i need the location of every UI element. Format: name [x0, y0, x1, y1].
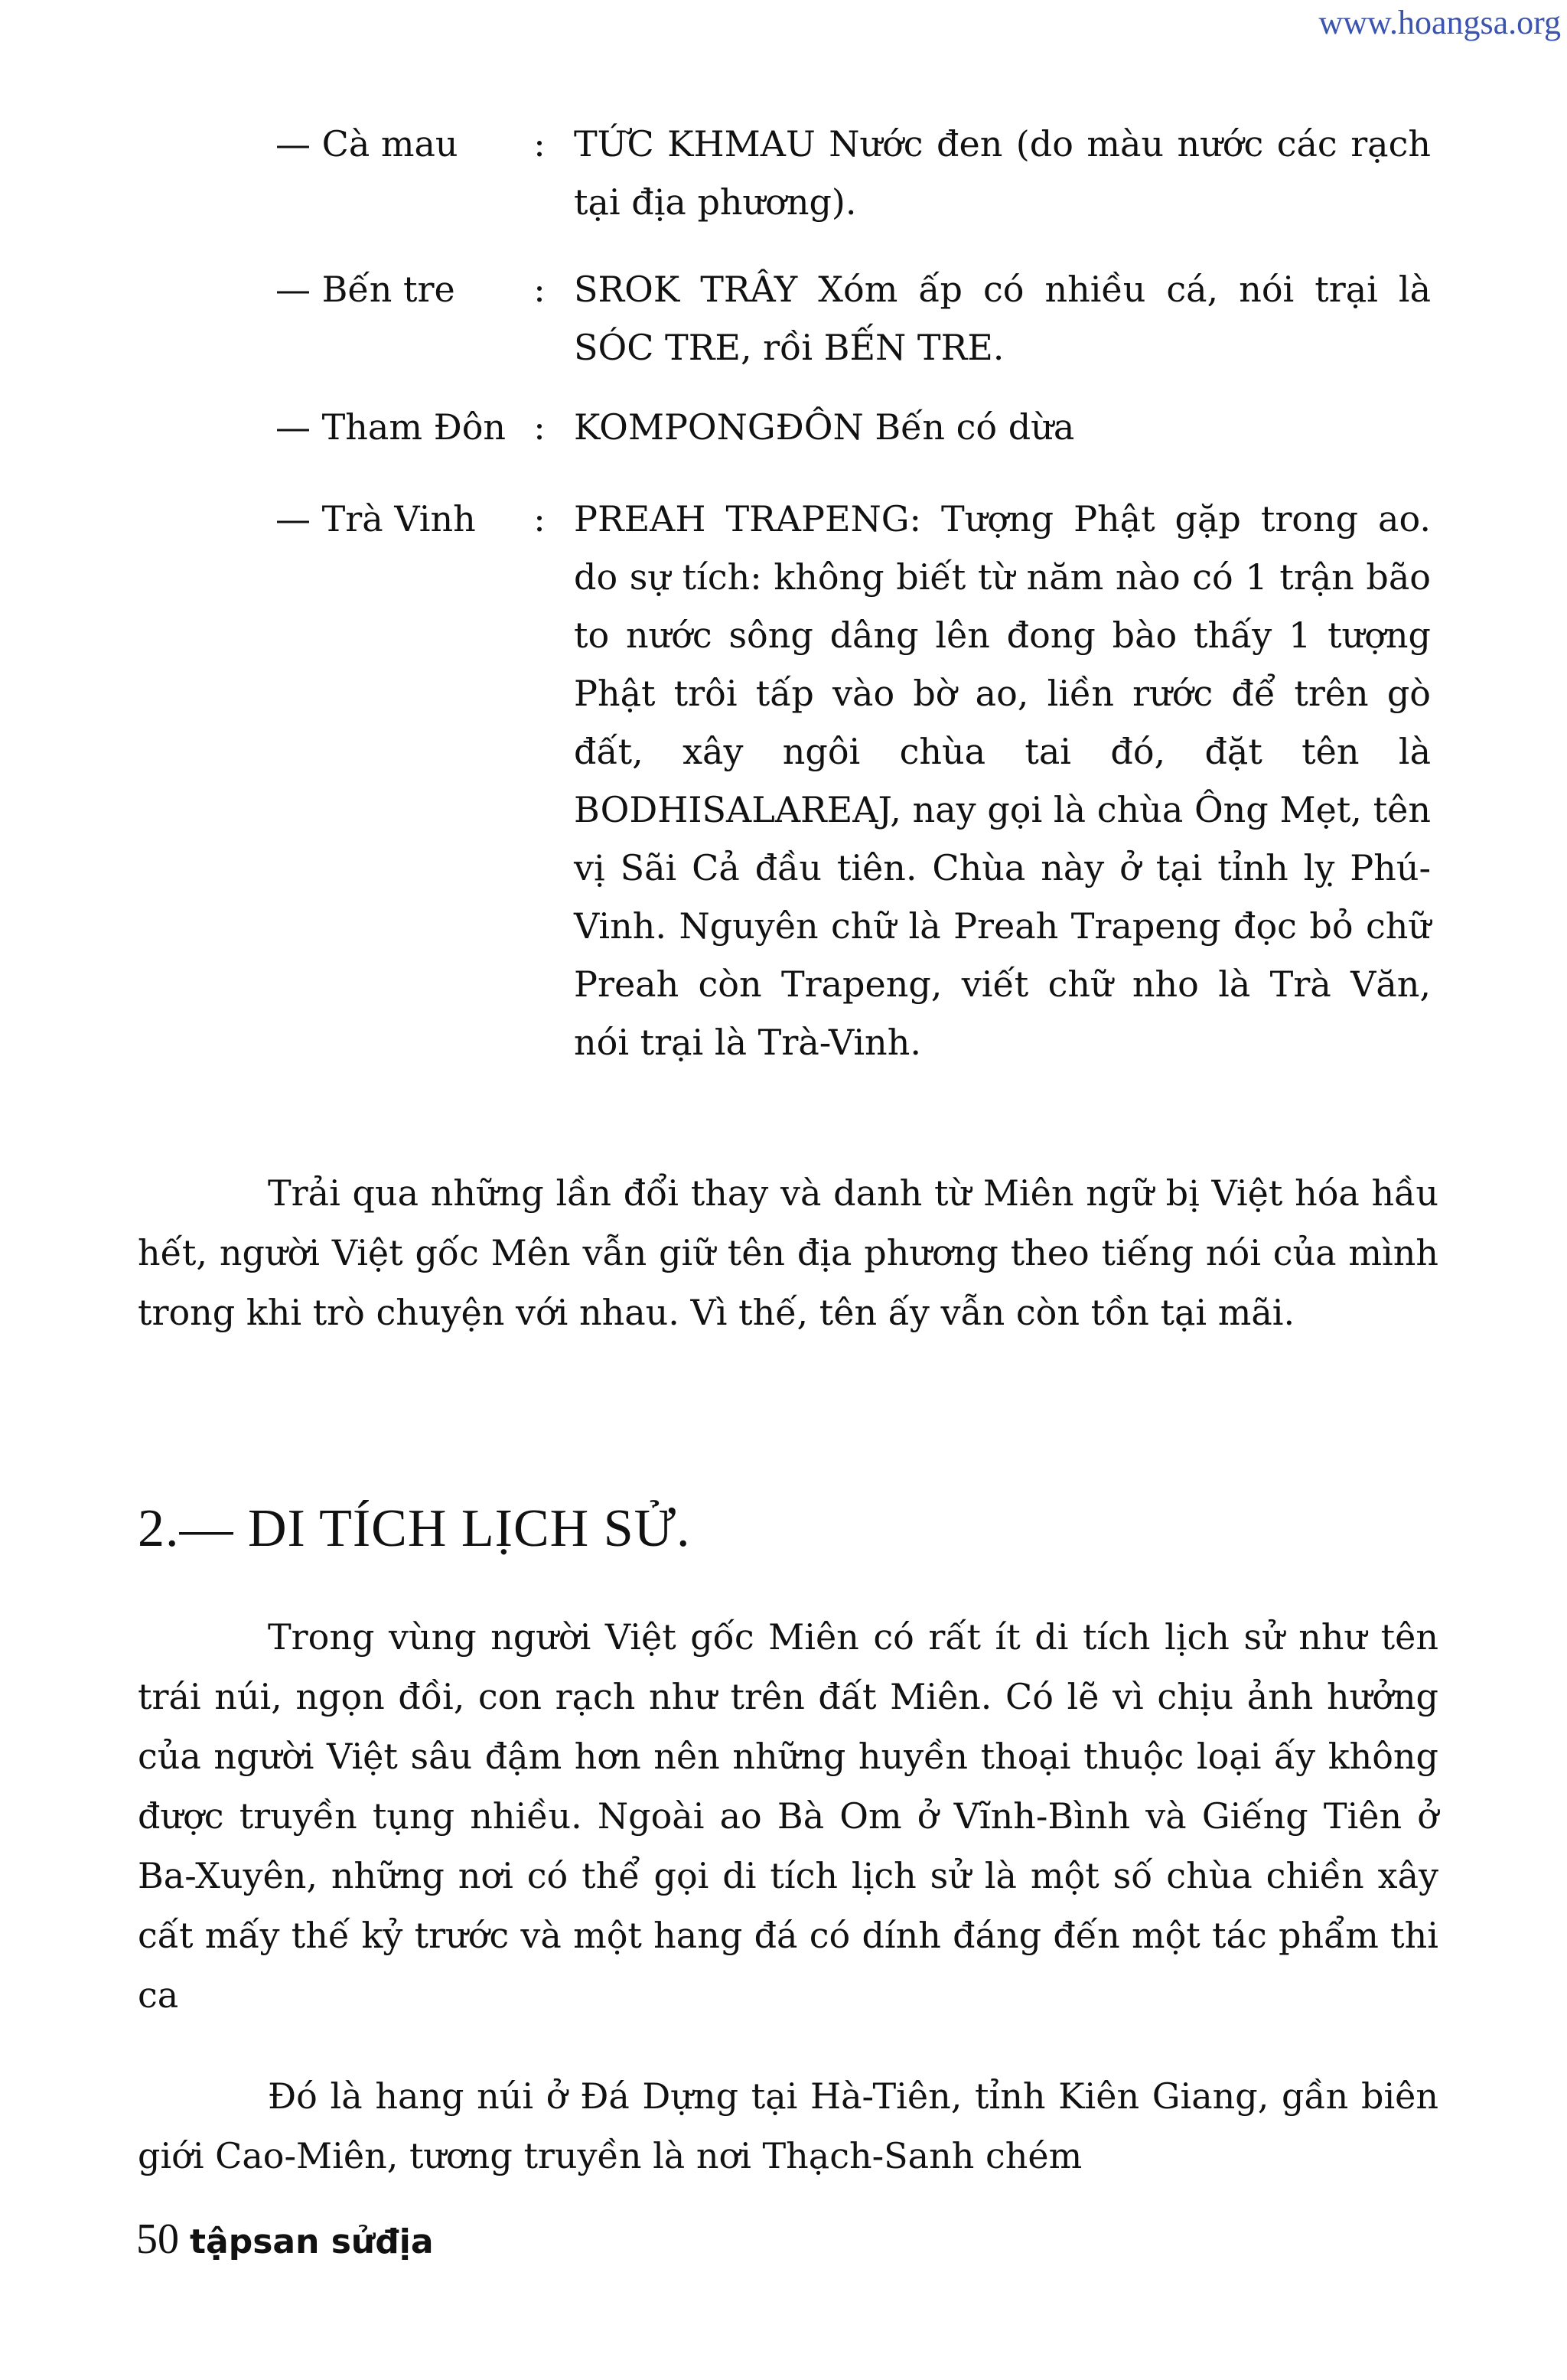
entry-description: KOMPONGĐÔN Bến có dừa — [574, 406, 1075, 448]
entry-term: — Tham Đôn — [275, 406, 507, 448]
entry-ben-tre — [275, 260, 1438, 375]
entry-term: — Cà mau — [275, 123, 458, 165]
entry-term: — Trà Vinh — [275, 498, 476, 540]
entry-description: TỨC KHMAU Nước đen (do màu nước các rạch tại địa phương). — [574, 123, 1431, 223]
page-number: 50 — [136, 2215, 179, 2263]
entry-description: PREAH TRAPENG: Tượng Phật gặp trong ao. do sự tích: không biết từ năm nào có 1 trận bão to nước sông dâng lên đong bào thấy 1 tượng Phật trôi tấp vào bờ ao, liền rước để trên gò đất, xây ngôi chùa tai đó, đặt tên là BODHISALAREAJ, nay gọi là chùa Ông Mẹt, tên vị Sãi Cả đầu tiên. Chùa này ở tại tỉnh lỵ Phú-Vinh. Nguyên chữ là Preah Trapeng đọc bỏ chữ Preah còn Trapeng, viết chữ nho là Trà Văn, nói trại là Trà-Vinh. — [574, 498, 1431, 1063]
site-watermark-url[interactable]: www.hoangsa.org — [1318, 4, 1561, 41]
entry-tham-don — [275, 398, 1438, 459]
entry-description: SROK TRÂY Xóm ấp có nhiều cá, nói trại là SÓC TRE, rồi BẾN TRE. — [574, 269, 1431, 368]
section-heading: 2.— DI TÍCH LỊCH SỬ. — [138, 1499, 691, 1558]
entry-colon: : — [533, 406, 546, 448]
page-footer — [136, 2215, 434, 2264]
entry-colon: : — [533, 269, 546, 310]
publication-name: tậpsan sửđịa — [190, 2222, 434, 2261]
entry-colon: : — [533, 123, 546, 165]
body-paragraph: Đó là hang núi ở Đá Dựng tại Hà-Tiên, tỉnh Kiên Giang, gần biên giới Cao-Miên, tương truyền là nơi Thạch-Sanh chém — [138, 2075, 1438, 2176]
entry-colon: : — [533, 498, 546, 540]
body-paragraph: Trong vùng người Việt gốc Miên có rất ít di tích lịch sử như tên trái núi, ngọn đồi, con rạch như trên đất Miên. Có lẽ vì chịu ảnh hưởng của người Việt sâu đậm hơn nên những huyền thoại thuộc loại ấy không được truyền tụng nhiều. Ngoài ao Bà Om ở Vĩnh-Bình và Giếng Tiên ở Ba-Xuyên, những nơi có thể gọi di tích lịch sử là một số chùa chiền xây cất mấy thế kỷ trước và một hang đá có dính đáng đến một tác phẩm thi ca — [138, 1616, 1438, 2016]
entry-term: — Bến tre — [275, 269, 455, 310]
entry-tra-vinh — [275, 490, 1438, 1148]
entry-ca-mau — [275, 115, 1438, 230]
body-paragraph: Trải qua những lần đổi thay và danh từ Miên ngữ bị Việt hóa hầu hết, người Việt gốc Mên vẫn giữ tên địa phương theo tiếng nói của mình trong khi trò chuyện với nhau. Vì thế, tên ấy vẫn còn tồn tại mãi. — [138, 1172, 1438, 1333]
